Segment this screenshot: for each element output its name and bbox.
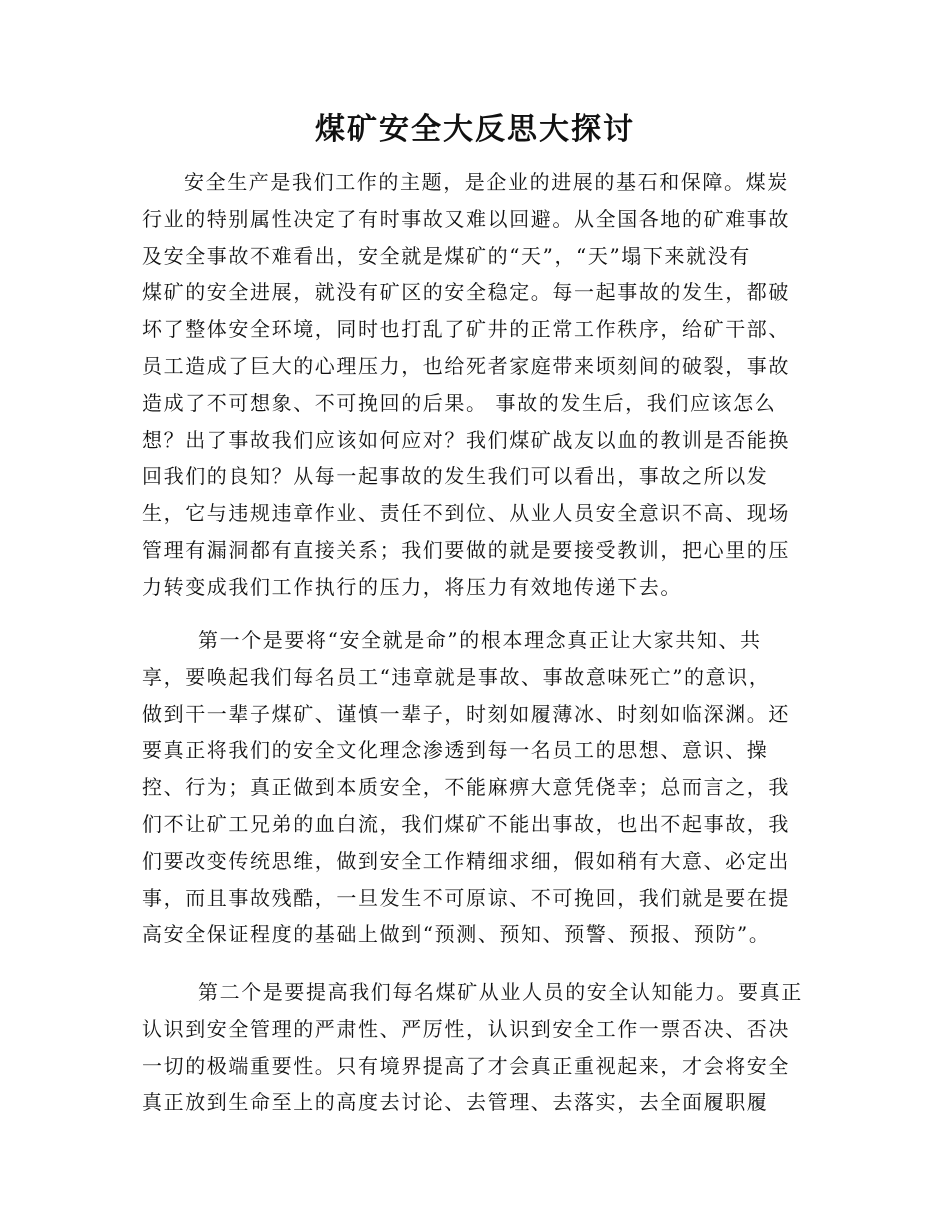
paragraph-line: 煤矿的安全进展，就没有矿区的安全稳定。每一起事故的发生，都破: [142, 280, 790, 305]
paragraph-line: 事，而且事故残酷，一旦发生不可原谅、不可挽回，我们就是要在提: [142, 885, 790, 910]
paragraph-line: 员工造成了巨大的心理压力，也给死者家庭带来顷刻间的破裂，事故: [142, 353, 790, 378]
paragraph-line: 高安全保证程度的基础上做到“预测、预知、预警、预报、预防”。: [142, 922, 771, 947]
paragraph-line: 坏了整体安全环境，同时也打乱了矿井的正常工作秩序，给矿干部、: [142, 317, 790, 342]
paragraph-line: 真正放到生命至上的高度去讨论、去管理、去落实，去全面履职履: [142, 1090, 769, 1115]
paragraph-line: 想？出了事故我们应该如何应对？我们煤矿战友以血的教训是否能换: [142, 427, 790, 452]
paragraph-line: 享，要唤起我们每名员工“违章就是事故、事故意味死亡”的意识，: [142, 664, 771, 689]
paragraph-line: 控、行为；真正做到本质安全，不能麻痹大意凭侥幸；总而言之，我: [142, 775, 790, 800]
paragraph-2: [142, 622, 810, 953]
paragraph-line: 管理有漏洞都有直接关系；我们要做的就是要接受教训，把心里的压: [142, 537, 790, 562]
paragraph-line: 要真正将我们的安全文化理念渗透到每一名员工的思想、意识、操: [142, 738, 769, 763]
paragraph-line: 安全生产是我们工作的主题，是企业的进展的基石和保障。煤炭: [184, 170, 789, 194]
paragraph-line: 造成了不可想象、不可挽回的后果。 事故的发生后，我们应该怎么: [142, 390, 777, 415]
paragraph-line: 第一个是要将“安全就是命”的根本理念真正让大家共知、共: [198, 628, 762, 652]
paragraph-line: 行业的特别属性决定了有时事故又难以回避。从全国各地的矿难事故: [142, 206, 790, 231]
paragraph-3: [142, 974, 810, 1121]
paragraph-line: 第二个是要提高我们每名煤矿从业人员的安全认知能力。要真正: [198, 980, 803, 1004]
document-title: 煤矿安全大反思大探讨: [315, 112, 635, 147]
paragraph-line: 生，它与违规违章作业、责任不到位、从业人员安全意识不高、现场: [142, 501, 790, 526]
paragraph-line: 力转变成我们工作执行的压力，将压力有效地传递下去。: [142, 574, 682, 599]
paragraph-line: 做到干一辈子煤矿、谨慎一辈子，时刻如履薄冰、时刻如临深渊。还: [142, 701, 790, 726]
paragraph-line: 及安全事故不难看出，安全就是煤矿的“天”，“天”塌下来就没有: [142, 243, 751, 268]
paragraph-1: [142, 164, 810, 606]
paragraph-line: 回我们的良知？从每一起事故的发生我们可以看出，事故之所以发: [142, 464, 769, 489]
paragraph-line: 认识到安全管理的严肃性、严厉性，认识到安全工作一票否决、否决: [142, 1016, 790, 1041]
paragraph-line: 们不让矿工兄弟的血白流，我们煤矿不能出事故，也出不起事故，我: [142, 811, 790, 836]
paragraph-line: 们要改变传统思维，做到安全工作精细求细，假如稍有大意、必定出: [142, 848, 790, 873]
paragraph-line: 一切的极端重要性。只有境界提高了才会真正重视起来，才会将安全: [142, 1053, 790, 1078]
